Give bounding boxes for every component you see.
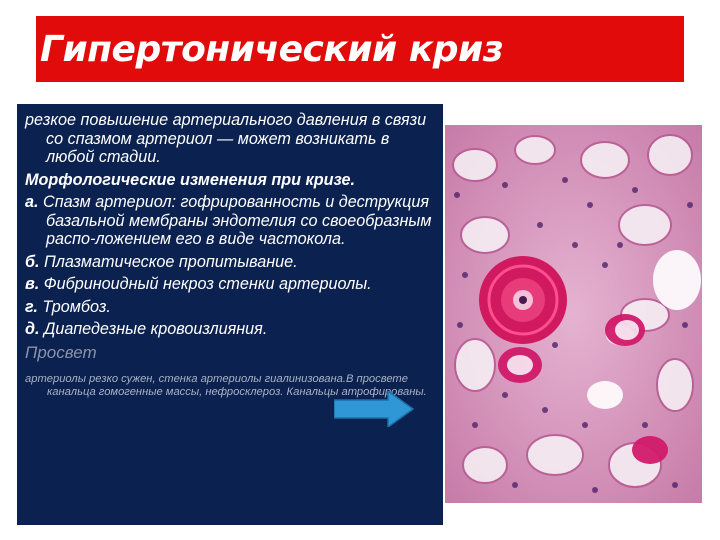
item-marker: д.: [25, 320, 40, 338]
morph-heading: Морфологические изменения при кризе.: [25, 170, 356, 189]
right-arrow-icon: [334, 391, 414, 427]
list-item: [25, 298, 435, 317]
definition-text: резкое повышение артериального давления в связи со спазмом артериол — может возникать в любой стадии.: [25, 111, 427, 166]
item-marker: в.: [25, 275, 40, 293]
prosvet-label: Просвет: [25, 342, 97, 362]
item-text: Спазм артериол: гофрированность и деструкция базальной мембраны эндотелия со своеобразным распо-ложением его в виде частокола.: [38, 193, 432, 248]
list-item: [25, 253, 435, 272]
slide-title: Гипертонический криз: [40, 28, 504, 70]
list-item: [25, 193, 435, 249]
item-text: Диапедезные кровоизлияния.: [39, 320, 268, 338]
histology-image: [445, 125, 702, 503]
item-text: Фибриноидный некроз стенки артериолы.: [39, 275, 372, 293]
title-bar: [36, 16, 684, 82]
arteriole-graphic: [479, 256, 567, 344]
item-marker: б.: [25, 252, 40, 271]
text-panel: [17, 104, 443, 525]
list-item: [25, 320, 435, 339]
item-marker: г.: [25, 297, 38, 316]
list-item: [25, 275, 435, 294]
item-marker: а.: [25, 193, 39, 211]
micrograph-graphic: [445, 125, 702, 503]
image-caption: артериолы резко сужен, стенка артериолы гиалинизована.В просвете канальца гомогенные массы, нефросклероз. Канальцы атрофированы.: [25, 372, 427, 398]
item-text: Тромбоз.: [37, 297, 111, 316]
item-text: Плазматическое пропитывание.: [39, 252, 298, 271]
